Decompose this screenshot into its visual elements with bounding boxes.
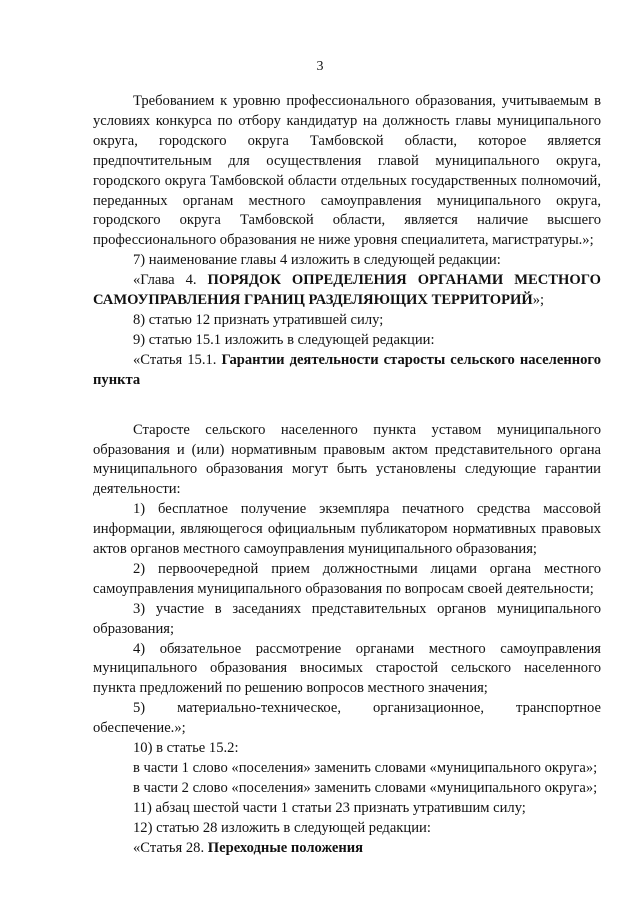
page-number: 3 <box>316 59 324 74</box>
paragraph-item-10: 10) в статье 15.2: <box>133 740 239 757</box>
paragraph-article-15-1-title <box>93 351 601 391</box>
paragraph-item-12: 12) статью 28 изложить в следующей редакции: <box>133 819 431 836</box>
article-15-1-prefix: «Статья 15.1. <box>133 351 222 368</box>
paragraph-item-8: 8) статью 12 признать утратившей силу; <box>133 311 384 328</box>
document-body <box>93 92 601 859</box>
paragraph-guarantee-3: 3) участие в заседаниях представительных органов муниципального образования; <box>93 600 601 637</box>
article-28-heading: Переходные положения <box>207 839 364 856</box>
paragraph-guarantee-5: 5) материально-техническое, организационное, транспортное обеспечение.»; <box>93 700 601 737</box>
paragraph-guarantee-1: 1) бесплатное получение экземпляра печатного средства массовой информации, являющегося официальным публикатором нормативных правовых актов органов местного самоуправления муниципального образования; <box>93 501 601 558</box>
paragraph-item-11: 11) абзац шестой части 1 статьи 23 признать утратившим силу; <box>133 799 526 816</box>
paragraph-item-9: 9) статью 15.1 изложить в следующей редакции: <box>133 331 435 348</box>
paragraph-guarantees-intro: Старосте сельского населенного пункта уставом муниципального образования и (или) нормативным правовым актом представительного органа муниципального образования могут быть установлены следующие гарантии деятельности: <box>93 421 601 498</box>
section-spacer <box>93 391 601 421</box>
article-28-prefix: «Статья 28. <box>133 839 208 856</box>
paragraph-item-10-part-2: в части 2 слово «поселения» заменить словами «муниципального округа»; <box>133 779 598 796</box>
chapter-4-prefix: «Глава 4. <box>133 272 208 289</box>
article-15-1-heading: Гарантии деятельности старосты сельского населенного пункта <box>93 351 601 388</box>
paragraph-guarantee-2: 2) первоочередной прием должностными лицами органа местного самоуправления муниципального образования по вопросам своей деятельности; <box>93 560 601 597</box>
chapter-4-suffix: »; <box>532 292 545 309</box>
paragraph-item-10-part-1: в части 1 слово «поселения» заменить словами «муниципального округа»; <box>133 760 598 776</box>
paragraph-guarantee-4: 4) обязательное рассмотрение органами местного самоуправления муниципального образования вносимых старостой сельского населенного пункта предложений по решению вопросов местного значения; <box>93 640 601 697</box>
paragraph-item-7: 7) наименование главы 4 изложить в следующей редакции: <box>133 252 501 269</box>
paragraph-chapter-4-title <box>93 271 601 311</box>
paragraph-article-28-title <box>93 839 601 859</box>
paragraph-requirements: Требованием к уровню профессионального образования, учитываемым в условиях конкурса по отбору кандидатур на должность главы муниципального округа, городского округа Тамбовской области, которое является предпочтительным для осуществления главой муниципального округа, городского округа Тамбовской области отдельных государственных полномочий, переданных органам местного самоуправления муниципального округа, городского округа Тамбовской области, является наличие высшего профессионального образования не ниже уровня специалитета, магистратуры.»; <box>93 93 601 249</box>
chapter-4-heading: ПОРЯДОК ОПРЕДЕЛЕНИЯ ОРГАНАМИ МЕСТНОГО САМОУПРАВЛЕНИЯ ГРАНИЦ РАЗДЕЛЯЮЩИХ ТЕРРИТОРИЙ <box>93 272 601 309</box>
